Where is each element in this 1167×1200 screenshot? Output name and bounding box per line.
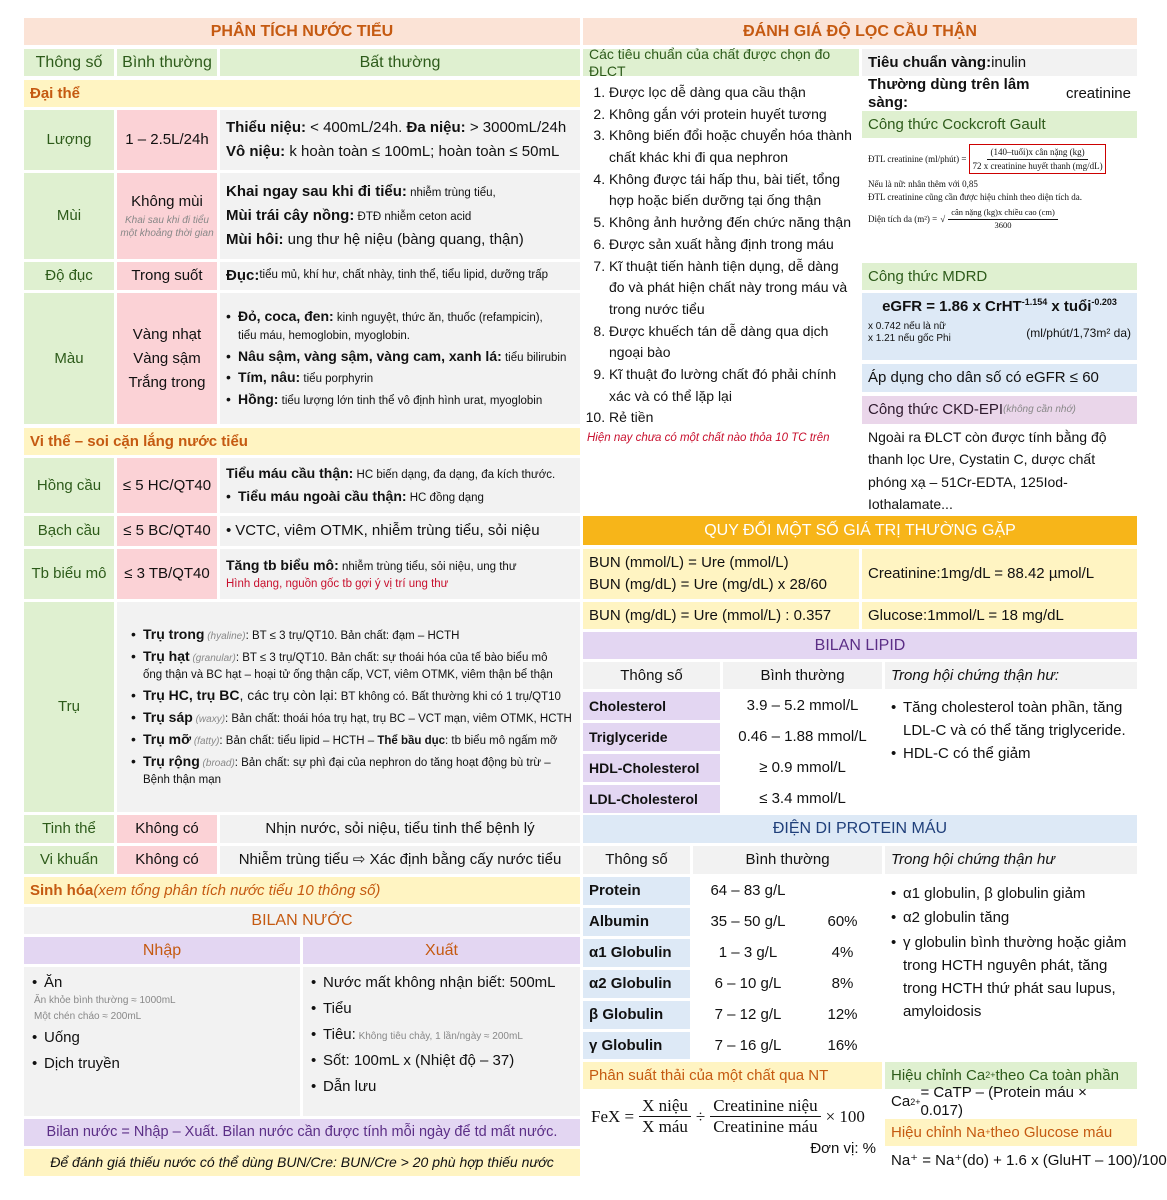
gfr-criterion: 3. Không biến đổi hoặc chuyển hóa thành chất khác khi đi qua nephron <box>609 125 855 168</box>
spe-row-name: α1 Globulin <box>583 939 690 967</box>
wbc-normal: ≤ 5 BC/QT40 <box>117 516 217 546</box>
color-abnormal: • Đỏ, coca, đen: kinh nguyệt, thức ăn, thuốc (refampicin), tiểu máu, hemoglobin, myoglobin. • Nâu sậm, vàng sậm, vàng cam, xanh lá: tiểu bilirubin • Tím, nâu: tiểu porphyrin • Hồng: tiểu lượng lớn tinh thể vô định hình urat, myoglobin <box>220 293 580 424</box>
crystal-normal: Không có <box>117 815 217 843</box>
spe-row-value: 35 – 50 g/L <box>710 913 786 930</box>
rbc-normal: ≤ 5 HC/QT40 <box>117 458 217 513</box>
spe-row-value: 64 – 83 g/L <box>710 882 786 899</box>
water-out-list: • Nước mất không nhận biết: 500mL • Tiểu • Tiêu: Không tiêu chảy, 1 lần/ngày ≈ 200mL • Sốt: 100mL x (Nhiệt độ – 37) • Dẫn lưu <box>303 967 580 1116</box>
spe-row-value: 7 – 12 g/L <box>714 1006 782 1023</box>
cast-label: Trụ <box>24 602 114 812</box>
gfr-criterion: 2. Không gắn với protein huyết tương <box>609 104 855 126</box>
spe-row-name: β Globulin <box>583 1001 690 1029</box>
gfr-criterion: 5. Không ảnh hưởng đến chức năng thận <box>609 212 855 234</box>
spe-nephrotic-notes: • α1 globulin, β globulin giảm • α2 globulin tăng • γ globulin bình thường hoặc giảm trong HCTH nguyên phát, tăng trong HCTH thứ phát sau lupus, amyloidosis <box>885 877 1137 1057</box>
gfr-criteria-header: Các tiêu chuẩn của chất được chọn đo ĐLCT <box>583 49 859 76</box>
na-correction-title: Hiệu chỉnh Na + theo Glucose máu <box>885 1119 1137 1146</box>
water-in-list: • Ăn Ăn khỏe bình thường ≈ 1000mL Một chén cháo ≈ 200mL • Uống • Dịch truyền <box>24 967 300 1116</box>
ca-correction-formula: Ca 2+ = CaTP – (Protein máu × 0.017) <box>891 1084 1087 1119</box>
spe-row-percent <box>803 877 882 905</box>
lipid-row-name: HDL-Cholesterol <box>583 754 720 782</box>
gfr-criterion: 10. Rẻ tiền <box>609 407 855 429</box>
gfr-criterion: 9. Kĩ thuật đo lường chất đó phải chính xác và có thể lặp lại <box>609 364 855 407</box>
turbidity-abnormal: Đục: tiểu mủ, khí hư, chất nhày, tinh thể, tiểu lipid, dưỡng trấp <box>220 262 580 290</box>
gfr-criterion: 4. Không được tái hấp thu, bài tiết, tổng hợp hoặc biến dưỡng tại ống thận <box>609 169 855 212</box>
volume-label: Lượng <box>24 110 114 170</box>
macro-section: Đại thể <box>24 80 580 107</box>
bacteria-normal: Không có <box>117 846 217 874</box>
spe-row-name: Albumin <box>583 908 690 936</box>
cockcroft-formula: ĐTL creatinine (ml/phút) = $\frac{\text{(140–tuổi)x cân nặng (kg)}}{\text{72 x creatinine huyết thanh (mg/dL)}}$ Nếu là nữ: nhân thêm với 0,85 ĐTL creatinine cũng cần được hiệu chỉnh theo diện tích da. Diện tích da (m²) = √ $\frac{\text{cân nặng (kg)x chiều cao (cm)}}{3600}$ <box>862 141 1137 259</box>
cockcroft-title: Công thức Cockcroft Gault <box>862 111 1137 138</box>
crystal-abnormal: Nhịn nước, sỏi niệu, tiểu tinh thể bệnh lý <box>220 815 580 843</box>
spe-row-percent: 4% <box>831 944 854 961</box>
gold-standard: Tiêu chuẩn vàng: inulin <box>862 49 1137 76</box>
lipid-row-value: 3.9 – 5.2 mmol/L <box>746 697 859 714</box>
lipid-row-value: ≤ 3.4 mmol/L <box>759 790 846 807</box>
spe-row-percent: 8% <box>831 975 854 992</box>
water-balance-title: BILAN NƯỚC <box>24 907 580 934</box>
turbidity-label: Độ đục <box>24 262 114 290</box>
crystal-label: Tinh thể <box>24 815 114 843</box>
lipid-row-name: LDL-Cholesterol <box>583 785 720 813</box>
na-correction-formula: Na⁺ = Na⁺(do) + 1.6 x (GluHT – 100)/100 <box>891 1152 1167 1169</box>
gfr-other-methods: Ngoài ra ĐLCT còn được tính bằng độ thanh lọc Ure, Cystatin C, dược chất phóng xạ – 51Cr-EDTA, 125Iod-Iothalamate... <box>868 428 1107 512</box>
spe-col-param: Thông số <box>583 846 690 874</box>
spe-row-value: 7 – 16 g/L <box>714 1036 782 1054</box>
color-label: Màu <box>24 293 114 424</box>
lipid-row-name: Cholesterol <box>583 692 720 720</box>
lipid-col-normal: Bình thường <box>723 662 882 689</box>
creatinine-conversion: Creatinine: 1mg/dL = 88.42 µmol/L <box>862 549 1137 599</box>
lipid-col-nephrotic: Trong hội chứng thận hư: <box>885 662 1137 689</box>
gfr-criterion: 7. Kĩ thuật tiến hành tiện dụng, dễ dàng đo và phát hiện chất này trong máu và trong nước tiểu <box>609 256 855 321</box>
rbc-abnormal: Tiểu máu cầu thận: HC biến dạng, đa dạng, đa kích thước. • Tiểu máu ngoài cầu thận: HC đồng dạng <box>220 458 580 513</box>
bun-urea-conversion: BUN (mmol/L) = Ure (mmol/L) BUN (mg/dL) = Ure (mg/dL) x 28/60 <box>583 549 859 599</box>
epithelial-normal: ≤ 3 TB/QT40 <box>117 549 217 599</box>
spe-row-name: γ Globulin <box>583 1032 690 1059</box>
water-balance-note: Để đánh giá thiếu nước có thể dùng BUN/Cre: BUN/Cre > 20 phù hợp thiếu nước <box>24 1149 580 1176</box>
mdrd-formula: eGFR = 1.86 x CrHT$^{-1.154}$ x tuổi$^{-0.203}$ x 0.742 nếu là nữ x 1.21 nếu gốc Phi (ml/phút/1,73m² da) <box>862 293 1137 360</box>
color-normal: Vàng nhạt Vàng sậm Trắng trong <box>117 293 217 424</box>
col-normal-header: Bình thường <box>117 49 217 76</box>
wbc-label: Bạch cầu <box>24 516 114 546</box>
odor-abnormal: Khai ngay sau khi đi tiểu: nhiễm trùng tiểu, Mùi trái cây nồng: ĐTĐ nhiễm ceton acid Mùi hôi: ung thư hệ niệu (bàng quang, thận) <box>220 173 580 259</box>
volume-normal: 1 – 2.5L/24h <box>117 110 217 170</box>
fex-formula: FeX = $\frac{\text{X niệu}}{\text{X máu}}$ ÷ $\frac{\text{Creatinine niệu}}{\text{Creatinine máu}}$ × 100 Đơn vị: % <box>591 1096 876 1157</box>
lipid-title: BILAN LIPID <box>583 632 1137 659</box>
lipid-row-name: Triglyceride <box>583 723 720 751</box>
turbidity-normal: Trong suốt <box>117 262 217 290</box>
spe-row-percent: 60% <box>827 913 858 930</box>
lipid-row-value: ≥ 0.9 mmol/L <box>759 759 846 776</box>
gfr-criteria-list: 1. Được lọc dễ dàng qua cầu thận 2. Không gắn với protein huyết tương 3. Không biến đổi hoặc chuyển hóa thành chất khác khi đi qua nephron 4. Không được tái hấp thu, bài tiết, tổng hợp hoặc biến dưỡng tại ống thận 5. Không ảnh hưởng đến chức năng thận 6. Được sản xuất hằng định trong máu 7. Kĩ thuật tiến hành tiện dụng, dễ dàng đo và phát hiện chất này trong máu và trong nước tiểu 8. Được khuếch tán dễ dàng qua dịch ngoại bào 9. Kĩ thuật đo lường chất đó phải chính xác và có thể lặp lại 10. Rẻ tiền Hiện nay chưa có một chất nào thỏa 10 TC trên <box>583 80 859 485</box>
gfr-title: ĐÁNH GIÁ ĐỘ LỌC CẦU THẬN <box>583 18 1137 45</box>
spe-row-name: Protein <box>583 877 690 905</box>
water-out-header: Xuất <box>303 937 580 964</box>
spe-row-value: 1 – 3 g/L <box>718 944 778 961</box>
spe-col-normal: Bình thường <box>693 846 882 874</box>
gfr-criterion: 6. Được sản xuất hằng định trong máu <box>609 234 855 256</box>
col-param-header: Thông số <box>24 49 114 76</box>
clinical-standard: Thường dùng trên lâm sàng: creatinine <box>868 75 1131 111</box>
ckd-epi-title: Công thức CKD-EPI (không cần nhớ) <box>862 396 1137 424</box>
bacteria-abnormal: Nhiễm trùng tiểu ⇨ Xác định bằng cấy nước tiểu <box>220 846 580 874</box>
spe-row-percent: 12% <box>827 1006 858 1023</box>
bacteria-label: Vi khuẩn <box>24 846 114 874</box>
volume-abnormal: Thiểu niệu: < 400mL/24h. Đa niệu: > 3000mL/24h Vô niệu: k hoàn toàn ≤ 100mL; hoàn toàn ≤ 50mL <box>220 110 580 170</box>
gfr-criterion: 1. Được lọc dễ dàng qua cầu thận <box>609 82 855 104</box>
spe-col-nephrotic: Trong hội chứng thận hư <box>885 846 1137 874</box>
lipid-nephrotic-notes: • Tăng cholesterol toàn phần, tăng LDL-C và có thể tăng triglyceride. • HDL-C có thể giảm <box>885 692 1137 812</box>
spe-row-percent: 16% <box>827 1036 858 1054</box>
spe-row-value: 6 – 10 g/L <box>714 975 782 992</box>
fex-unit: Đơn vị: % <box>810 1140 876 1157</box>
micro-section: Vi thể – soi cặn lắng nước tiểu <box>24 428 580 455</box>
wbc-abnormal: • VCTC, viêm OTMK, nhiễm trùng tiểu, sỏi niệu <box>220 516 580 546</box>
biochem-section: Sinh hóa (xem tổng phân tích nước tiểu 10 thông số) <box>24 877 580 904</box>
spe-row-name: α2 Globulin <box>583 970 690 998</box>
cast-details: • Trụ trong (hyaline): BT ≤ 3 trụ/QT10. Bản chất: đạm – HCTH • Trụ hạt (granular): BT ≤ 3 trụ/QT10. Bản chất: sự thoái hóa của tế bào biểu mô ống thận và BC hạt – hoại tử ống thận cấp, VCT, viêm OTMK, viêm thận bể thận • Trụ HC, trụ BC, các trụ còn lại: BT không có. Bất thường khi có 1 trụ/QT10 • Trụ sáp (waxy): Bản chất: thoái hóa trụ hạt, trụ BC – VCT mạn, viêm OTMK, HCTH • Trụ mỡ (fatty): Bản chất: tiểu lipid – HCTH – Thể bầu dục: tb biểu mô ngấm mỡ • Trụ rộng (broad): Bản chất: sự phì đại của nephron do tăng hoạt động bù trừ – Bệnh thận mạn <box>117 602 580 812</box>
lipid-row-value: 0.46 – 1.88 mmol/L <box>738 728 867 745</box>
lipid-col-param: Thông số <box>583 662 720 689</box>
odor-label: Mùi <box>24 173 114 259</box>
col-abnormal-header: Bất thường <box>220 49 580 76</box>
glucose-conversion: Glucose: 1mmol/L = 18 mg/dL <box>862 602 1137 629</box>
epithelial-label: Tb biểu mô <box>24 549 114 599</box>
water-balance-formula: Bilan nước = Nhập – Xuất. Bilan nước cần được tính mỗi ngày để td mất nước. <box>24 1119 580 1146</box>
odor-normal: Không mùi Khai sau khi đi tiểu một khoảng thời gian <box>117 173 217 259</box>
rbc-label: Hồng cầu <box>24 458 114 513</box>
water-in-header: Nhập <box>24 937 300 964</box>
epithelial-abnormal: Tăng tb biểu mô: nhiễm trùng tiểu, sỏi niệu, ung thư Hình dạng, nguồn gốc tb gợi ý vị trí ung thư <box>220 549 580 599</box>
gfr-criterion: 8. Được khuếch tán dễ dàng qua dịch ngoại bào <box>609 321 855 364</box>
spe-title: ĐIỆN DI PROTEIN MÁU <box>583 815 1137 843</box>
conversion-title: QUY ĐỔI MỘT SỐ GIÁ TRỊ THƯỜNG GẶP <box>583 516 1137 545</box>
bun-urea-conversion-2: BUN (mg/dL) = Ure (mmol/L) : 0.357 <box>583 602 859 629</box>
mdrd-title: Công thức MDRD <box>862 263 1137 290</box>
ca-correction-title: Hiệu chỉnh Ca 2+ theo Ca toàn phần <box>885 1062 1137 1089</box>
urinalysis-title: PHÂN TÍCH NƯỚC TIỂU <box>24 18 580 45</box>
mdrd-apply: Áp dụng cho dân số có eGFR ≤ 60 <box>862 364 1137 392</box>
fex-title: Phân suất thải của một chất qua NT <box>583 1062 882 1089</box>
